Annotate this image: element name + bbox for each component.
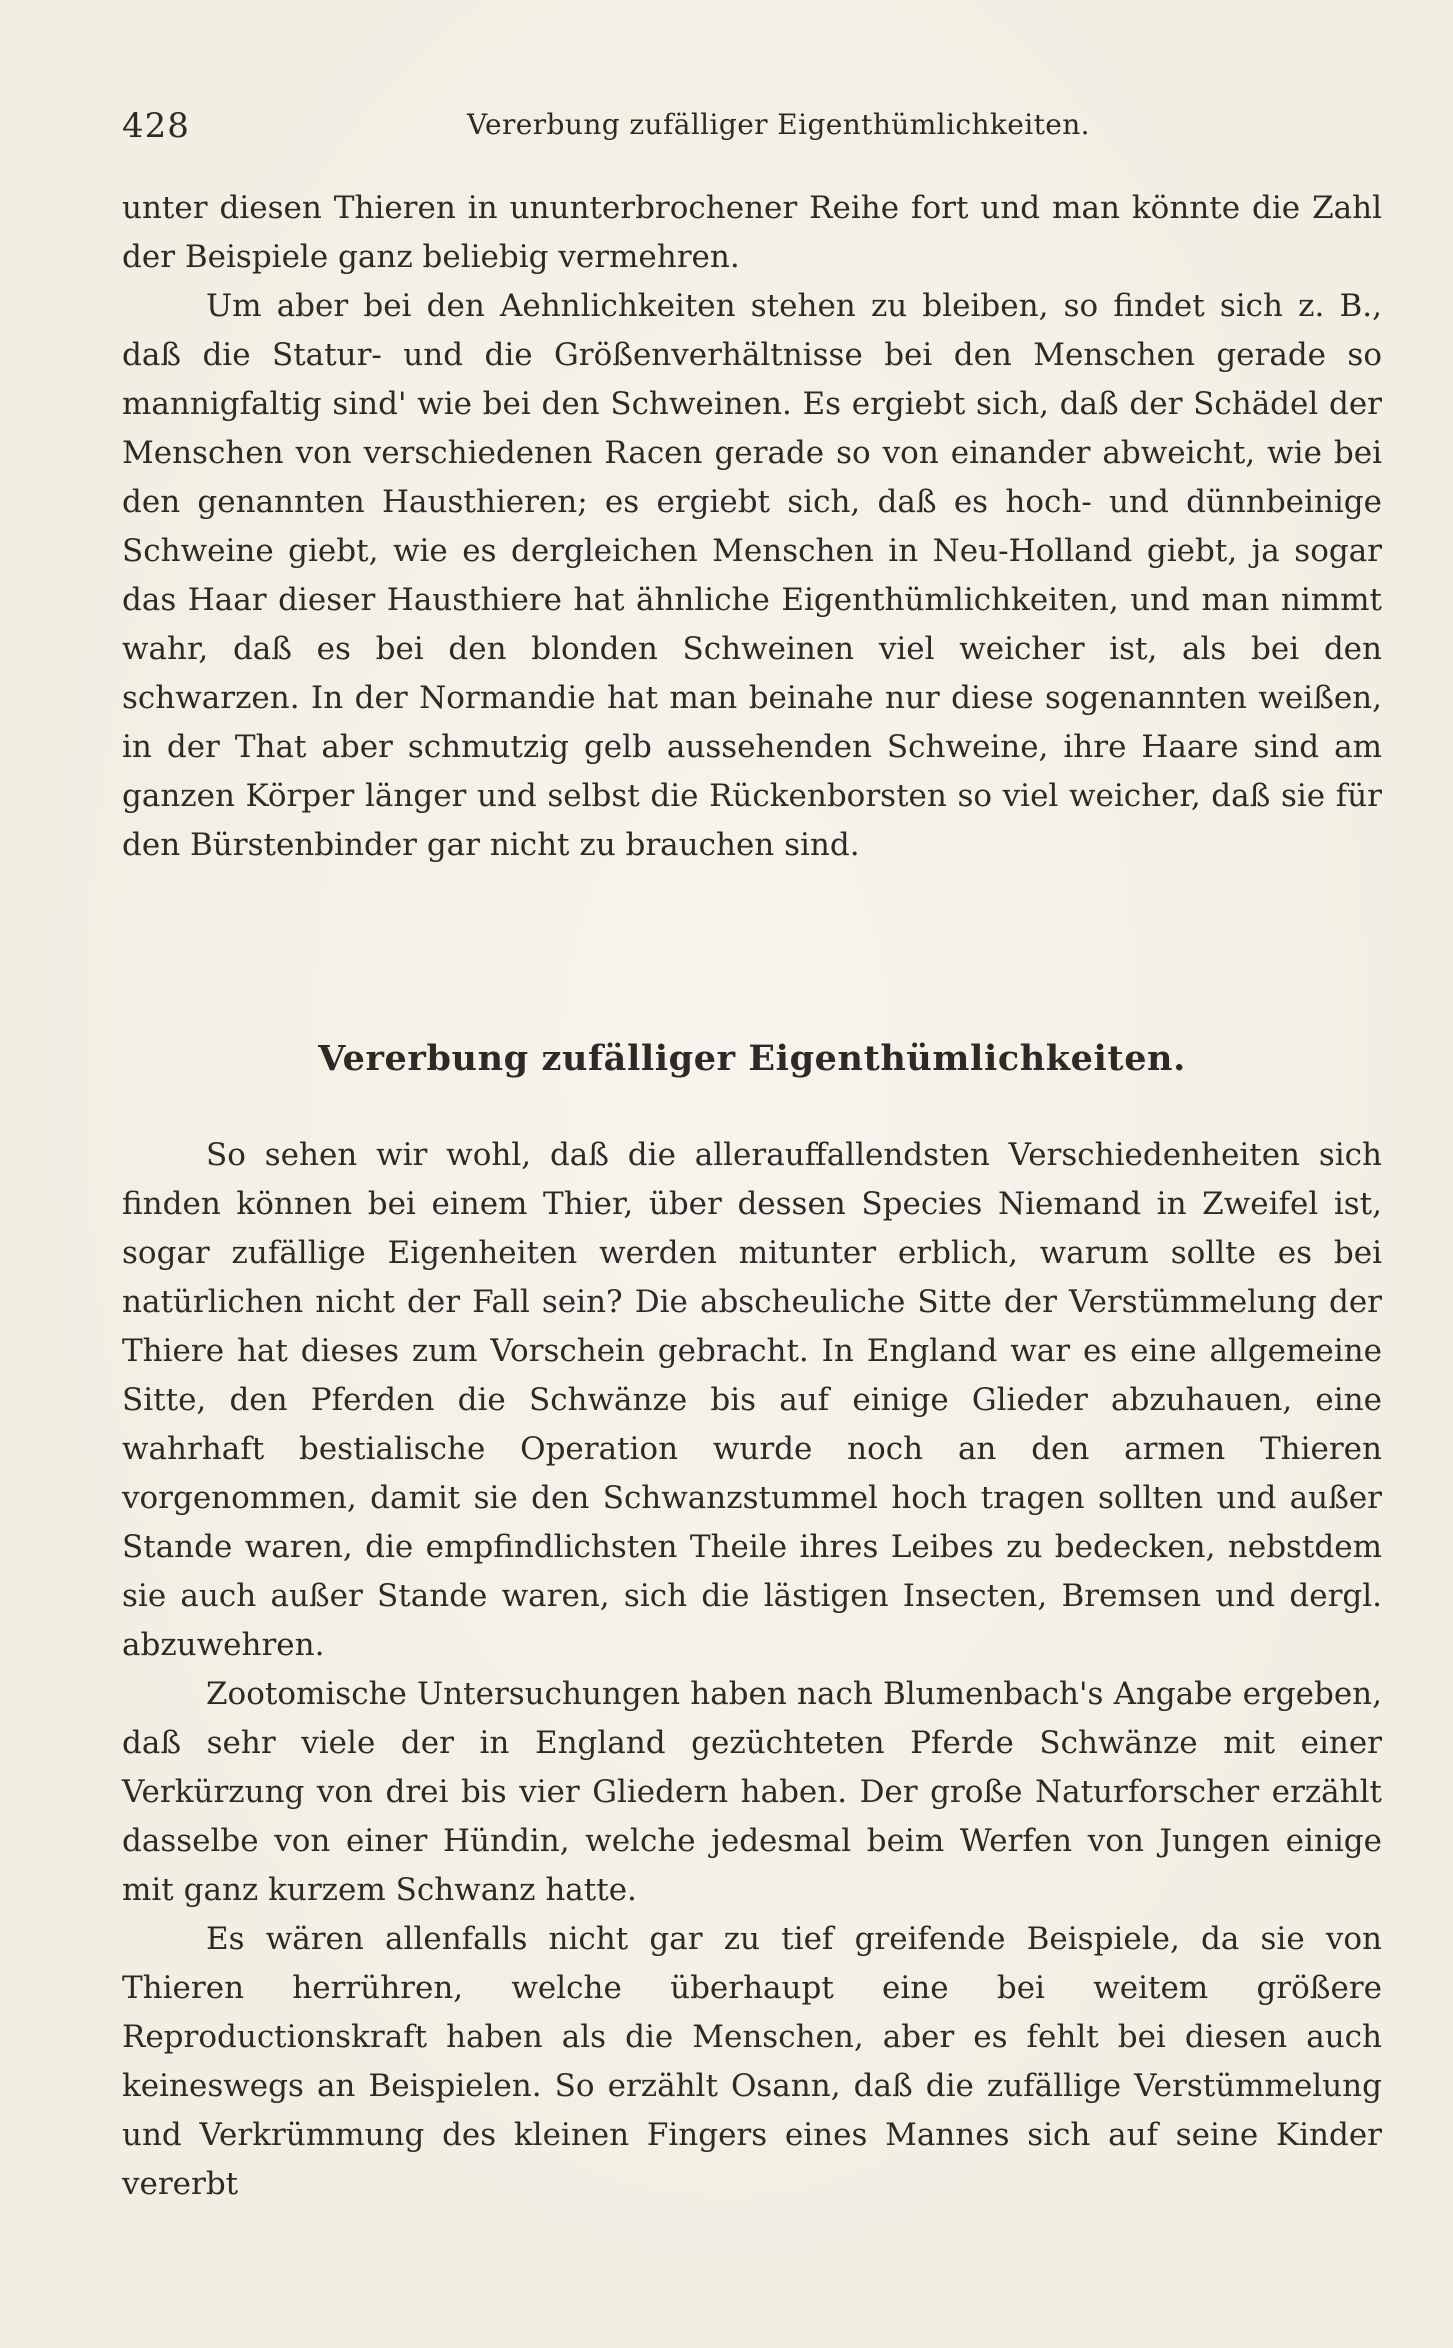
section-heading: Vererbung zufälliger Eigenthümlichkeiten. [318, 1038, 1186, 1079]
page-number: 428 [122, 106, 190, 146]
running-head: Vererbung zufälliger Eigenthümlichkeiten. [467, 108, 1090, 141]
paragraph-zootomical: Zootomische Untersuchungen haben nach Blumenbach's Angabe ergeben, daß sehr viele der in England gezüchteten Pferde Schwänze mit einer Verkürzung von drei bis vier Gliedern haben. Der große Naturforscher erzählt dasselbe von einer Hündin, welche jedesmal beim Werfen von Jungen einige mit ganz kurzem Schwanz hatte. [122, 1676, 1382, 1908]
continuation-paragraph: unter diesen Thieren in ununterbrochener Reihe fort und man könnte die Zahl der Beispiele ganz beliebig vermehren. [122, 190, 1382, 275]
page-header [122, 100, 1382, 148]
section-text-block [122, 1131, 1382, 2209]
paragraph-inheritance: So sehen wir wohl, daß die allerauffallendsten Verschiedenheiten sich finden können bei einem Thier, über dessen Species Niemand in Zweifel ist, sogar zufällige Eigenheiten werden mitunter erblich, warum sollte es bei natürlichen nicht der Fall sein? Die abscheuliche Sitte der Verstümmelung der Thiere hat dieses zum Vorschein gebracht. In England war es eine allgemeine Sitte, den Pferden die Schwänze bis auf einige Glieder abzuhauen, eine wahrhaft bestialische Operation wurde noch an den armen Thieren vorgenommen, damit sie den Schwanzstummel hoch tragen sollten und außer Stande waren, die empfindlichsten Theile ihres Leibes zu bedecken, nebstdem sie auch außer Stande waren, sich die lästigen Insecten, Bremsen und dergl. abzuwehren. [122, 1137, 1382, 1663]
top-text-block [122, 184, 1382, 870]
paragraph-examples: Es wären allenfalls nicht gar zu tief greifende Beispiele, da sie von Thieren herrühren, welche überhaupt eine bei weitem größere Reproductionskraft haben als die Menschen, aber es fehlt bei diesen auch keineswegs an Beispielen. So erzählt Osann, daß die zufällige Verstümmelung und Verkrümmung des kleinen Fingers eines Mannes sich auf seine Kinder vererbt [122, 1921, 1382, 2202]
paragraph-similarities: Um aber bei den Aehnlichkeiten stehen zu bleiben, so findet sich z. B., daß die Statur- und die Größenverhältnisse bei den Menschen gerade so mannigfaltig sind' wie bei den Schweinen. Es ergiebt sich, daß der Schädel der Menschen von verschiedenen Racen gerade so von einander abweicht, wie bei den genannten Hausthieren; es ergiebt sich, daß es hoch- und dünnbeinige Schweine giebt, wie es dergleichen Menschen in Neu-Holland giebt, ja sogar das Haar dieser Hausthiere hat ähnliche Eigenthümlichkeiten, und man nimmt wahr, daß es bei den blonden Schweinen viel weicher ist, als bei den schwarzen. In der Normandie hat man beinahe nur diese sogenannten weißen, in der That aber schmutzig gelb aussehenden Schweine, ihre Haare sind am ganzen Körper länger und selbst die Rückenborsten so viel weicher, daß sie für den Bürstenbinder gar nicht zu brauchen sind. [122, 288, 1382, 863]
